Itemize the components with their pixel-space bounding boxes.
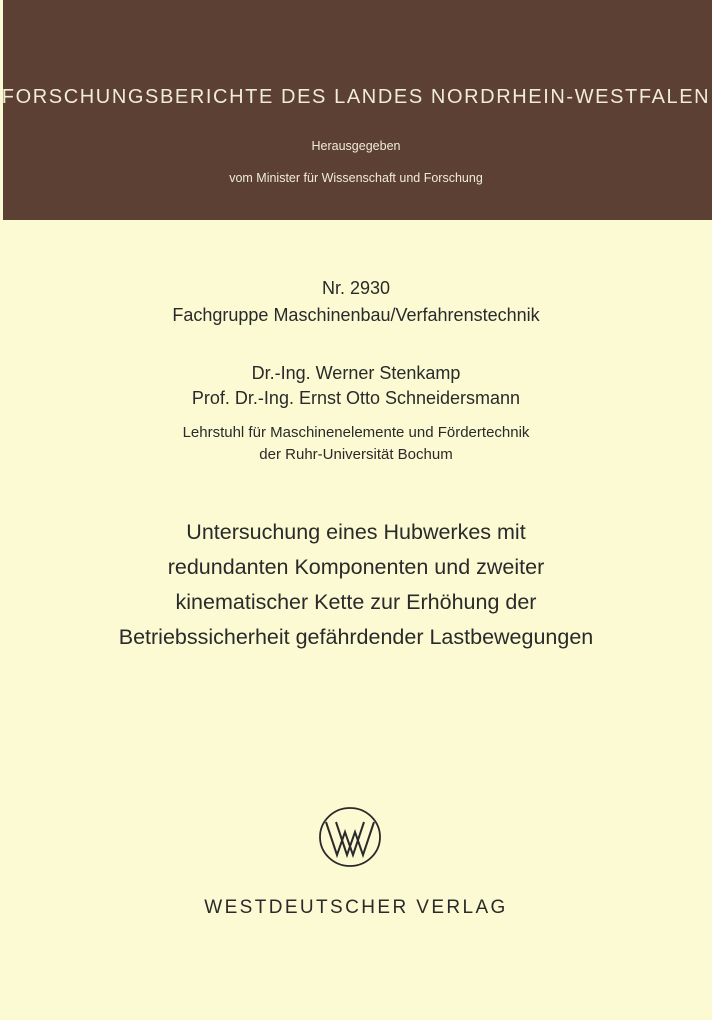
- series-title: FORSCHUNGSBERICHTE DES LANDES NORDRHEIN-WESTFALEN: [1, 86, 711, 108]
- title-line-2: redundanten Komponenten und zweiter: [167, 555, 545, 579]
- report-number: Nr. 2930: [321, 278, 391, 298]
- editor-label: Herausgegeben: [311, 139, 401, 153]
- title-line-1: Untersuchung eines Hubwerkes mit: [186, 520, 526, 544]
- author-2: Prof. Dr.-Ing. Ernst Otto Schneidersmann: [191, 388, 521, 408]
- title-line-3: kinematischer Kette zur Erhöhung der: [175, 590, 537, 614]
- publisher-name: WESTDEUTSCHER VERLAG: [204, 897, 508, 918]
- institution-line-1: Lehrstuhl für Maschinenelemente und Fördertechnik: [182, 424, 530, 441]
- institution-line-2: der Ruhr-Universität Bochum: [259, 446, 453, 463]
- subject-group: Fachgruppe Maschinenbau/Verfahrenstechnik: [172, 305, 540, 325]
- ministry-label: vom Minister für Wissenschaft und Forschung: [229, 171, 483, 185]
- book-title: [0, 515, 712, 655]
- author-1: Dr.-Ing. Werner Stenkamp: [251, 363, 461, 383]
- title-line-4: Betriebssicherheit gefährdender Lastbewegungen: [118, 625, 594, 649]
- publisher-logo-icon: [318, 806, 382, 868]
- header-band: [3, 0, 712, 220]
